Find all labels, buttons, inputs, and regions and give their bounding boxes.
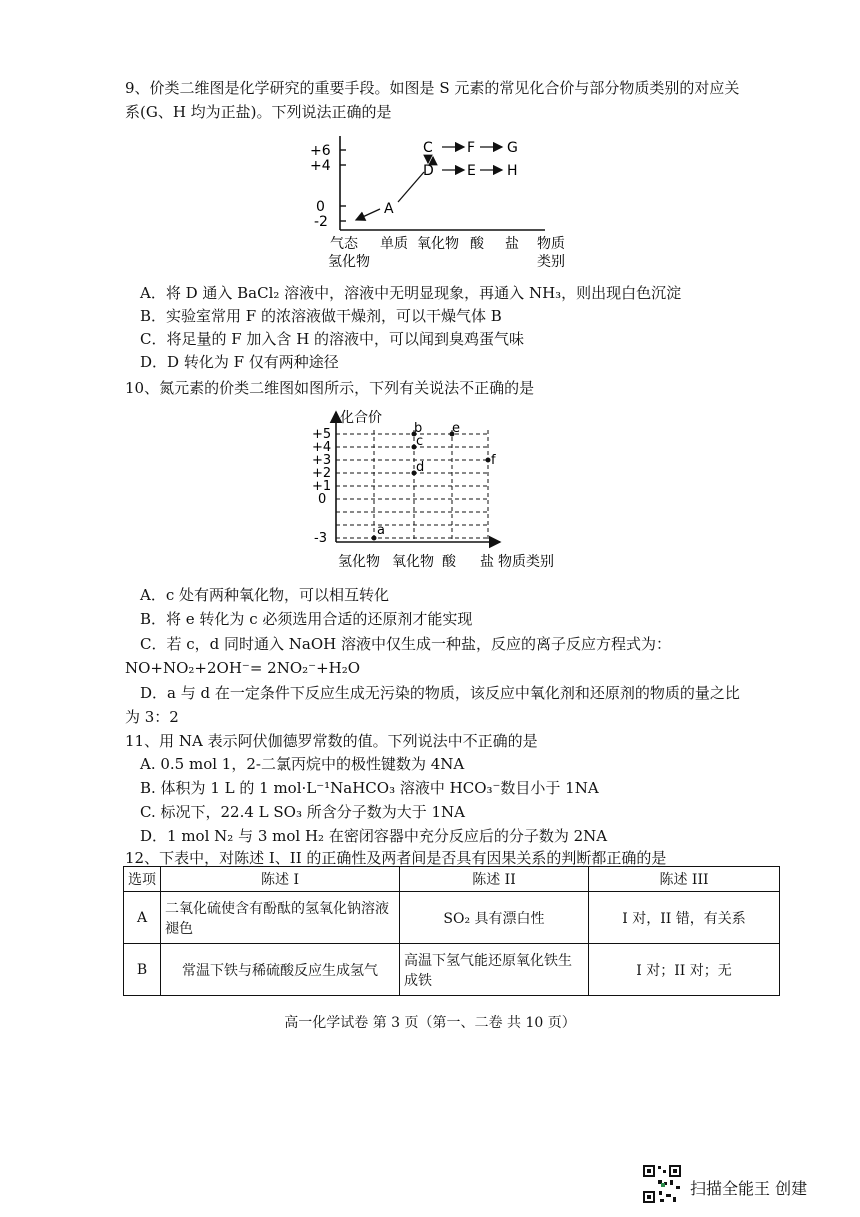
table-row bbox=[124, 944, 780, 996]
q9-point-c: C bbox=[423, 140, 433, 156]
q10-ytick-p5: +5 bbox=[312, 427, 332, 442]
q9-xlabel-substance: 物质 bbox=[537, 236, 565, 252]
q10-xlabel-salt: 盐 bbox=[480, 554, 494, 570]
q12-table bbox=[123, 866, 780, 996]
q9-option-c: C．将足量的 F 加入含 H 的溶液中，可以闻到臭鸡蛋气味 bbox=[140, 330, 525, 348]
q12-header-statement-3: 陈述 III bbox=[589, 867, 780, 892]
q12-row-b-statement-3: I 对；II 对；无 bbox=[589, 944, 780, 996]
q9-xlabel-element: 单质 bbox=[380, 236, 408, 252]
q10-ytick-p4: +4 bbox=[312, 440, 332, 455]
q9-xlabel-category: 类别 bbox=[537, 254, 565, 270]
q10-option-d-line2: 为 3：2 bbox=[125, 708, 179, 726]
q12-row-a-statement-2: SO₂ 具有漂白性 bbox=[400, 892, 589, 944]
q10-point-c: c bbox=[416, 434, 424, 449]
q9-ytick-0: 0 bbox=[316, 199, 325, 215]
q11-option-b: B. 体积为 1 L 的 1 mol·L⁻¹NaHCO₃ 溶液中 HCO₃⁻数目小于 1NA bbox=[140, 779, 599, 797]
q10-ytick-m3: -3 bbox=[314, 531, 327, 546]
q10-nitrogen-diagram bbox=[300, 402, 600, 574]
q10-ytick-p1: +1 bbox=[312, 479, 332, 494]
q10-ytick-0: 0 bbox=[318, 492, 327, 507]
q12-stem: 12、下表中，对陈述 I、II 的正确性及两者间是否具有因果关系的判断都正确的是 bbox=[125, 849, 667, 867]
q9-xlabel-acid: 酸 bbox=[470, 236, 484, 252]
q11-option-d: D．1 mol N₂ 与 3 mol H₂ 在密闭容器中充分反应后的分子数为 2NA bbox=[140, 827, 608, 845]
q11-option-a: A. 0.5 mol 1，2-二氯丙烷中的极性键数为 4NA bbox=[140, 755, 465, 773]
q12-row-a-option: A bbox=[124, 892, 161, 944]
q9-xlabel-gas: 气态 bbox=[330, 236, 358, 252]
q9-point-g: G bbox=[507, 140, 518, 156]
table-row bbox=[124, 892, 780, 944]
q9-point-a: A bbox=[384, 201, 394, 217]
q9-stem-line1: 9、价类二维图是化学研究的重要手段。如图是 S 元素的常见化合价与部分物质类别的对应关 bbox=[125, 79, 740, 97]
brand-watermark: 扫描全能王 创建 bbox=[690, 1179, 808, 1198]
q12-header-statement-2: 陈述 II bbox=[400, 867, 589, 892]
q10-point-e: e bbox=[452, 421, 460, 436]
q9-point-f: F bbox=[467, 140, 476, 156]
q11-option-c: C. 标况下，22.4 L SO₃ 所含分子数为大于 1NA bbox=[140, 803, 465, 821]
q9-point-h: H bbox=[507, 163, 518, 179]
q10-point-d: d bbox=[416, 460, 425, 475]
q12-row-b-option: B bbox=[124, 944, 161, 996]
q9-ytick-m2: -2 bbox=[314, 214, 328, 230]
page-footer: 高一化学试卷 第 3 页（第一、二卷 共 10 页） bbox=[284, 1015, 576, 1031]
q9-xlabel-oxide: 氧化物 bbox=[417, 236, 459, 252]
q9-option-d: D．D 转化为 F 仅有两种途径 bbox=[140, 353, 339, 371]
q12-row-b-statement-2: 高温下氢气能还原氧化铁生成铁 bbox=[400, 944, 589, 996]
q10-ytick-p2: +2 bbox=[312, 466, 332, 481]
q9-ytick-p6: +6 bbox=[310, 143, 331, 159]
q12-row-a-statement-1: 二氧化硫使含有酚酞的氢氧化钠溶液褪色 bbox=[161, 892, 400, 944]
q9-ytick-p4: +4 bbox=[310, 158, 331, 174]
q12-table-header-row bbox=[124, 867, 780, 892]
q10-stem: 10、氮元素的价类二维图如图所示，下列有关说法不正确的是 bbox=[125, 379, 535, 397]
qr-code-icon bbox=[642, 1164, 682, 1204]
q10-option-c-line2: NO+NO₂+2OH⁻= 2NO₂⁻+H₂O bbox=[125, 659, 361, 677]
q9-point-d: D bbox=[423, 163, 434, 179]
q10-xlabel-hydride: 氢化物 bbox=[338, 554, 380, 570]
q9-stem-line2: 系(G、H 均为正盐)。下列说法正确的是 bbox=[125, 103, 392, 121]
q10-option-d-line1: D．a 与 d 在一定条件下反应生成无污染的物质，该反应中氧化剂和还原剂的物质的量之比 bbox=[140, 684, 740, 702]
q11-stem: 11、用 NA 表示阿伏伽德罗常数的值。下列说法中不正确的是 bbox=[125, 732, 538, 750]
q10-point-a: a bbox=[377, 523, 385, 538]
q12-header-statement-1: 陈述 I bbox=[161, 867, 400, 892]
q10-option-c-line1: C．若 c，d 同时通入 NaOH 溶液中仅生成一种盐，反应的离子反应方程式为： bbox=[140, 635, 672, 653]
q9-xlabel-hydride: 氢化物 bbox=[328, 254, 370, 270]
q9-option-b: B．实验室常用 F 的浓溶液做干燥剂，可以干燥气体 B bbox=[140, 307, 502, 325]
q9-sulfur-diagram bbox=[300, 130, 600, 278]
q9-option-a: A．将 D 通入 BaCl₂ 溶液中，溶液中无明显现象，再通入 NH₃，则出现白色沉淀 bbox=[140, 284, 682, 302]
q12-row-a-statement-3: I 对，II 错，有关系 bbox=[589, 892, 780, 944]
q10-point-f: f bbox=[491, 453, 496, 468]
q12-header-option: 选项 bbox=[124, 867, 161, 892]
q10-xlabel-category: 物质类别 bbox=[498, 554, 554, 570]
q10-ytick-p3: +3 bbox=[312, 453, 332, 468]
q9-xlabel-salt: 盐 bbox=[505, 236, 519, 252]
q10-point-b: b bbox=[414, 421, 423, 436]
q10-xlabel-oxide: 氧化物 bbox=[392, 554, 434, 570]
q10-option-a: A．c 处有两种氧化物，可以相互转化 bbox=[140, 586, 390, 604]
q10-xlabel-acid: 酸 bbox=[442, 554, 456, 570]
q10-option-b: B．将 e 转化为 c 必须选用合适的还原剂才能实现 bbox=[140, 610, 473, 628]
q9-point-e: E bbox=[467, 163, 476, 179]
q12-row-b-statement-1: 常温下铁与稀硫酸反应生成氢气 bbox=[161, 944, 400, 996]
q10-y-title: 化合价 bbox=[340, 410, 382, 426]
